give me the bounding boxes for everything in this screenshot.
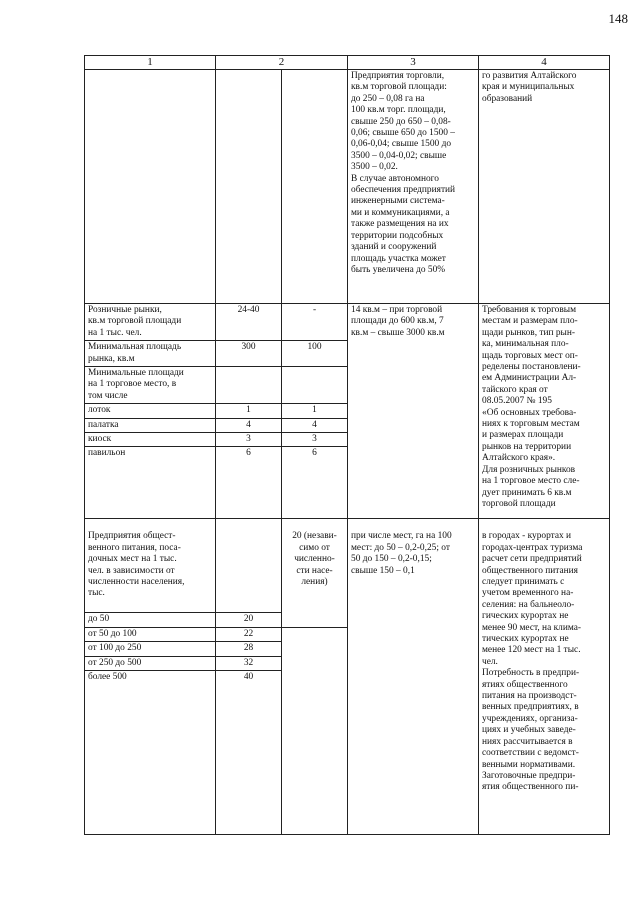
table-row	[85, 519, 610, 613]
cont-col4-text: го развития Алтайского края и муниципальных образований	[479, 70, 610, 304]
market-row-value	[216, 367, 282, 404]
catering-row-value: 20	[216, 613, 282, 627]
cont-col2b-cell	[282, 70, 348, 304]
catering-row-label: до 50	[85, 613, 216, 627]
market-requirements-text: Требования к торговым местам и размерам пло- щади рынков, тип рын- ка, минимальная пло- щадь торговых мест оп- ределены постановлени- ем Администрации Ал- тайского края от 08.05.2007 № 195 «Об основных требова- ниях к торговым местам и размерах площади рынков на территории Алтайского края». Для розничных рынков на 1 торговое место сле- дует принимать 6 кв.м торговой площади	[479, 304, 610, 519]
market-row-label: павильон	[85, 447, 216, 461]
market-row-value: 24-40	[216, 304, 282, 341]
market-row-value-2: 100	[282, 341, 348, 367]
catering-row-label: от 50 до 100	[85, 627, 216, 641]
market-row-label: палатка	[85, 418, 216, 432]
market-row-value-2: 3	[282, 433, 348, 447]
table-row	[85, 70, 610, 304]
table-row	[85, 304, 610, 341]
catering-filler-cell	[216, 684, 282, 834]
trade-area-norms: Предприятия торговли, кв.м торговой площади: до 250 – 0,08 га на 100 кв.м торг. площади, свыше 250 до 650 – 0,08- 0,06; свыше 650 до 1500 – 0,06-0,04; свыше 1500 до 3500 – 0,04-0,02; свыше 3500 – 0,02. В случае автономного обеспечения предприятий инженерными система- ми и коммуникациями, а также размещения на их территории подсобных зданий и сооружений площадь участка может быть увеличена до 50%	[348, 70, 479, 304]
market-trade-space-norms: 14 кв.м – при торговой площади до 600 кв.м, 7 кв.м – свыше 3000 кв.м	[348, 304, 479, 519]
header-col-2: 2	[216, 56, 348, 70]
market-row-value: 4	[216, 418, 282, 432]
market-row-value: 300	[216, 341, 282, 367]
catering-col2b-cell	[282, 627, 348, 834]
page-number: 148	[608, 11, 628, 26]
market-row-label: киоск	[85, 433, 216, 447]
catering-filler-cell	[85, 684, 216, 834]
header-col-4: 4	[479, 56, 610, 70]
market-row-value: 3	[216, 433, 282, 447]
catering-label: Предприятия общест- венного питания, поса- дочных мест на 1 тыс. чел. в зависимости от численности населения, тыс.	[85, 519, 216, 613]
cont-col2a-cell	[216, 70, 282, 304]
header-col-3: 3	[348, 56, 479, 70]
market-filler-cell	[85, 461, 216, 519]
market-row-label: Минимальная площадь рынка, кв.м	[85, 341, 216, 367]
catering-row-value: 28	[216, 642, 282, 656]
market-row-value-2: -	[282, 304, 348, 341]
catering-row-value: 40	[216, 671, 282, 685]
cont-col1-cell	[85, 70, 216, 304]
header-col-1: 1	[85, 56, 216, 70]
market-filler-cell	[216, 461, 282, 519]
catering-col2a-cell	[216, 519, 282, 613]
catering-independent-note: 20 (незави- симо от численно- сти насе- ления)	[282, 519, 348, 627]
market-row-value: 1	[216, 404, 282, 418]
market-row-value: 6	[216, 447, 282, 461]
market-row-value-2: 6	[282, 447, 348, 461]
catering-land-norms: при числе мест, га на 100 мест: до 50 – 0,2-0,25; от 50 до 150 – 0,2-0,15; свыше 150 – 0,1	[348, 519, 479, 835]
catering-row-value: 32	[216, 656, 282, 670]
market-row-label: Розничные рынки, кв.м торговой площади на 1 тыс. чел.	[85, 304, 216, 341]
market-row-value-2: 4	[282, 418, 348, 432]
market-row-value-2	[282, 367, 348, 404]
market-row-label: лоток	[85, 404, 216, 418]
catering-row-label: от 100 до 250	[85, 642, 216, 656]
catering-resort-requirements: в городах - курортах и городах-центрах туризма расчет сети предприятий общественного питания следует принимать с учетом временного на- селения: на бальнеоло- гических курортах не менее 90 мест, на клима- тических курортах не менее 120 мест на 1 тыс. чел. Потребность в предпри- ятиях общественного питания на производст- венных предприятиях, в учреждениях, организа- циях и учебных заведе- ниях рассчитывается в соответствии с ведомст- венными нормативами. Заготовочные предпри- ятия общественного пи-	[479, 519, 610, 835]
market-row-label: Минимальные площади на 1 торговое место, в том числе	[85, 367, 216, 404]
norms-table	[84, 55, 610, 835]
catering-row-label: от 250 до 500	[85, 656, 216, 670]
market-filler-cell	[282, 461, 348, 519]
header-row	[85, 56, 610, 70]
catering-row-value: 22	[216, 627, 282, 641]
market-row-value-2: 1	[282, 404, 348, 418]
catering-row-label: более 500	[85, 671, 216, 685]
